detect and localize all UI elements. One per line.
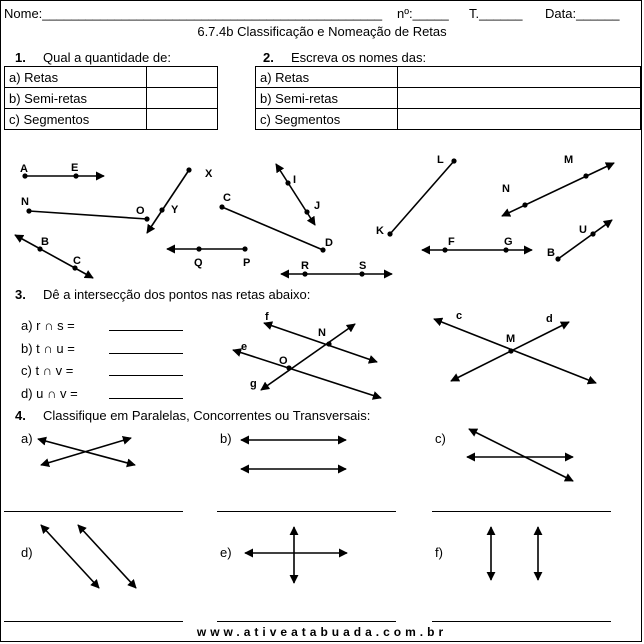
label-m: M xyxy=(564,154,574,166)
label-c: C xyxy=(73,255,81,267)
q2-row-label: a) Retas xyxy=(256,67,398,88)
q4-item-e: e) xyxy=(220,545,232,560)
label-line-f: f xyxy=(265,311,269,323)
point-b2 xyxy=(555,256,560,261)
point-l xyxy=(451,158,456,163)
q3-item-c: c) t ∩ v = xyxy=(21,363,74,378)
label-point-n: N xyxy=(318,327,326,339)
label-b2: B xyxy=(547,247,555,259)
label-line-c: c xyxy=(456,310,463,322)
footer-url: www.ativeatabuada.com.br xyxy=(196,625,448,639)
number-line: nº:_____ xyxy=(397,6,449,21)
point-s xyxy=(359,271,364,276)
q2-number: 2. xyxy=(263,50,274,65)
label-y: Y xyxy=(171,204,179,216)
q4-answer-e[interactable] xyxy=(217,621,396,622)
label-x: X xyxy=(205,168,213,180)
point-n xyxy=(26,208,31,213)
point-r xyxy=(302,271,307,276)
point-g xyxy=(503,247,508,252)
line-g xyxy=(261,324,355,390)
point-c2 xyxy=(219,204,224,209)
label-n: N xyxy=(21,196,29,208)
label-p: P xyxy=(243,257,251,269)
label-d: D xyxy=(325,237,333,249)
label-n2: N xyxy=(502,183,510,195)
q4-item-b: b) xyxy=(220,431,232,446)
label-i: I xyxy=(293,174,297,186)
point-u xyxy=(590,231,595,236)
q1-number: 1. xyxy=(15,50,26,65)
label-o: O xyxy=(136,205,145,217)
label-s: S xyxy=(359,260,367,272)
q4-item-a: a) xyxy=(21,431,33,446)
point-o xyxy=(144,216,149,221)
page-title: 6.7.4b Classificação e Nomeação de Retas xyxy=(197,24,447,39)
q4c-line-1 xyxy=(469,429,573,481)
label-k: K xyxy=(376,225,384,237)
point-i xyxy=(285,180,290,185)
name-line: Nome:_______________________________________________ xyxy=(4,6,383,21)
q4-item-d: d) xyxy=(21,545,33,560)
q1-row-label: b) Semi-retas xyxy=(5,88,147,109)
q3-answer-c[interactable] xyxy=(109,375,183,376)
label-point-o: O xyxy=(279,355,288,367)
point-intersection-m xyxy=(508,348,513,353)
q1-prompt: Qual a quantidade de: xyxy=(43,50,171,65)
q2-row-label: c) Segmentos xyxy=(256,109,398,130)
q2-row-label: b) Semi-retas xyxy=(256,88,398,109)
q4-answer-b[interactable] xyxy=(217,511,396,512)
class-line: T.______ xyxy=(469,6,523,21)
label-c2: C xyxy=(223,192,231,204)
line-mn xyxy=(502,163,614,216)
q4-answer-c[interactable] xyxy=(432,511,611,512)
line-c xyxy=(434,319,596,383)
q4-item-f: f) xyxy=(435,545,443,560)
q3-answer-b[interactable] xyxy=(109,353,183,354)
q3-item-d: d) u ∩ v = xyxy=(21,386,78,401)
point-n2 xyxy=(522,202,527,207)
q4-prompt: Classifique em Paralelas, Concorrentes ou Transversais: xyxy=(43,408,371,423)
q1-row-label: a) Retas xyxy=(5,67,147,88)
q4-answer-f[interactable] xyxy=(432,621,611,622)
q1-row-label: c) Segmentos xyxy=(5,109,147,130)
q3-answer-d[interactable] xyxy=(109,398,183,399)
point-k xyxy=(387,231,392,236)
label-line-e: e xyxy=(241,341,248,353)
label-line-d: d xyxy=(546,313,553,325)
label-r: R xyxy=(301,260,309,272)
point-y xyxy=(159,207,164,212)
label-q: Q xyxy=(194,257,203,269)
q3-number: 3. xyxy=(15,287,26,302)
ray-xy xyxy=(147,170,189,233)
q3-item-b: b) t ∩ u = xyxy=(21,341,75,356)
q2-prompt: Escreva os nomes das: xyxy=(291,50,427,65)
point-e xyxy=(73,173,78,178)
label-point-m: M xyxy=(506,333,516,345)
q4-item-c: c) xyxy=(435,431,446,446)
q4-answer-d[interactable] xyxy=(4,621,183,622)
q3-answer-a[interactable] xyxy=(109,330,183,331)
point-m xyxy=(583,173,588,178)
point-j xyxy=(304,209,309,214)
label-f: F xyxy=(448,236,455,248)
q4-answer-a[interactable] xyxy=(4,511,183,512)
label-g: G xyxy=(504,236,513,248)
q4d-line-2 xyxy=(78,525,136,588)
label-j: J xyxy=(314,200,321,212)
line-bc xyxy=(15,235,93,278)
label-line-g: g xyxy=(250,378,257,390)
point-x xyxy=(186,167,191,172)
point-intersection-n xyxy=(326,341,331,346)
point-q xyxy=(196,246,201,251)
date-line: Data:______ xyxy=(545,6,620,21)
q3-item-a: a) r ∩ s = xyxy=(21,318,75,333)
segment-no xyxy=(29,211,147,219)
q3-prompt: Dê a intersecção dos pontos nas retas abaixo: xyxy=(43,287,311,302)
segment-kl xyxy=(390,161,454,234)
point-p xyxy=(242,246,247,251)
label-b: B xyxy=(41,236,49,248)
q4-number: 4. xyxy=(15,408,26,423)
q4d-line-1 xyxy=(41,525,99,588)
label-e: E xyxy=(71,162,79,174)
label-l: L xyxy=(437,154,444,166)
label-u: U xyxy=(579,224,587,236)
label-a: A xyxy=(20,163,28,175)
point-f xyxy=(442,247,447,252)
